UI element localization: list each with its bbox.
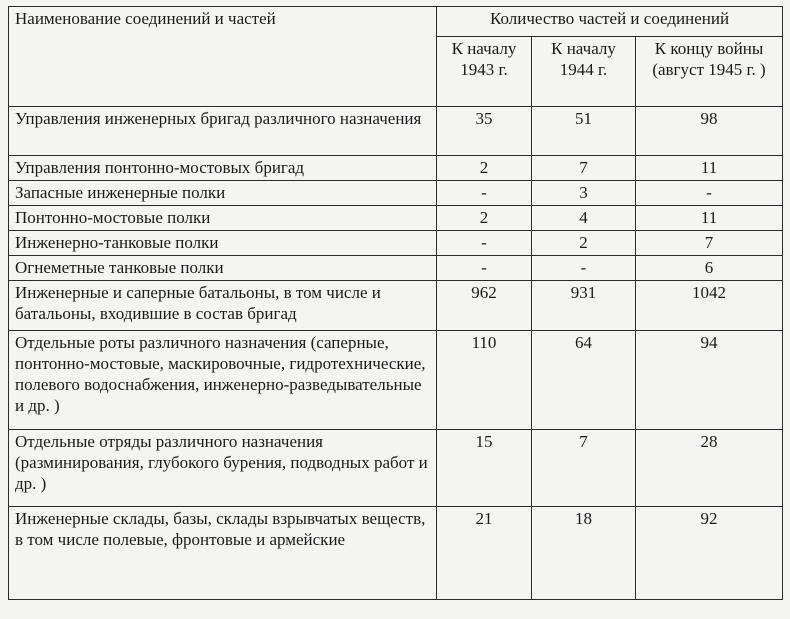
row-name: Управления понтонно-мостовых бригад bbox=[9, 156, 437, 181]
header-col-1943: К началу 1943 г. bbox=[437, 37, 532, 107]
row-name: Понтонно-мостовые полки bbox=[9, 206, 437, 231]
row-value-1944: 64 bbox=[532, 331, 636, 430]
row-name: Огнеметные танковые полки bbox=[9, 256, 437, 281]
row-value-1943: - bbox=[437, 181, 532, 206]
row-value-1945: 7 bbox=[636, 231, 783, 256]
row-value-1945: 92 bbox=[636, 507, 783, 600]
row-value-1945: 1042 bbox=[636, 281, 783, 331]
engineering-units-table bbox=[8, 6, 783, 600]
row-value-1943: 21 bbox=[437, 507, 532, 600]
row-value-1943: 110 bbox=[437, 331, 532, 430]
row-value-1944: 7 bbox=[532, 430, 636, 507]
row-value-1945: - bbox=[636, 181, 783, 206]
table-row bbox=[9, 430, 783, 507]
row-value-1944: 7 bbox=[532, 156, 636, 181]
header-col-1944: К началу 1944 г. bbox=[532, 37, 636, 107]
row-name: Отдельные отряды различного назначения (разминирования, глубокого бурения, подводных работ и др. ) bbox=[9, 430, 437, 507]
table-row bbox=[9, 206, 783, 231]
table-row bbox=[9, 107, 783, 156]
row-value-1945: 98 bbox=[636, 107, 783, 156]
row-value-1944: - bbox=[532, 256, 636, 281]
table-row bbox=[9, 156, 783, 181]
row-value-1944: 4 bbox=[532, 206, 636, 231]
row-value-1943: - bbox=[437, 256, 532, 281]
row-value-1943: 2 bbox=[437, 206, 532, 231]
row-name: Отдельные роты различного назначения (саперные, понтонно-мостовые, маскировочные, гидротехнические, полевого водоснабжения, инженерно-разведывательные и др. ) bbox=[9, 331, 437, 430]
row-value-1944: 3 bbox=[532, 181, 636, 206]
row-name: Управления инженерных бригад различного назначения bbox=[9, 107, 437, 156]
row-value-1943: 962 bbox=[437, 281, 532, 331]
row-value-1943: 35 bbox=[437, 107, 532, 156]
row-name: Запасные инженерные полки bbox=[9, 181, 437, 206]
header-name-cell: Наименование соединений и частей bbox=[9, 7, 437, 107]
row-value-1945: 94 bbox=[636, 331, 783, 430]
row-value-1943: - bbox=[437, 231, 532, 256]
header-group-cell: Количество частей и соединений bbox=[437, 7, 783, 37]
table-row bbox=[9, 181, 783, 206]
table-row bbox=[9, 281, 783, 331]
row-value-1944: 2 bbox=[532, 231, 636, 256]
row-name: Инженерные склады, базы, склады взрывчатых веществ, в том числе полевые, фронтовые и армейские bbox=[9, 507, 437, 600]
row-value-1945: 11 bbox=[636, 156, 783, 181]
row-value-1945: 11 bbox=[636, 206, 783, 231]
row-name: Инженерно-танковые полки bbox=[9, 231, 437, 256]
row-name: Инженерные и саперные батальоны, в том числе и батальоны, входившие в состав бригад bbox=[9, 281, 437, 331]
table-row bbox=[9, 331, 783, 430]
table-row bbox=[9, 231, 783, 256]
row-value-1945: 6 bbox=[636, 256, 783, 281]
row-value-1943: 15 bbox=[437, 430, 532, 507]
row-value-1944: 51 bbox=[532, 107, 636, 156]
header-col-1945: К концу войны (август 1945 г. ) bbox=[636, 37, 783, 107]
row-value-1944: 18 bbox=[532, 507, 636, 600]
row-value-1944: 931 bbox=[532, 281, 636, 331]
row-value-1945: 28 bbox=[636, 430, 783, 507]
table-row bbox=[9, 256, 783, 281]
header-row-top bbox=[9, 7, 783, 37]
table-row bbox=[9, 507, 783, 600]
row-value-1943: 2 bbox=[437, 156, 532, 181]
